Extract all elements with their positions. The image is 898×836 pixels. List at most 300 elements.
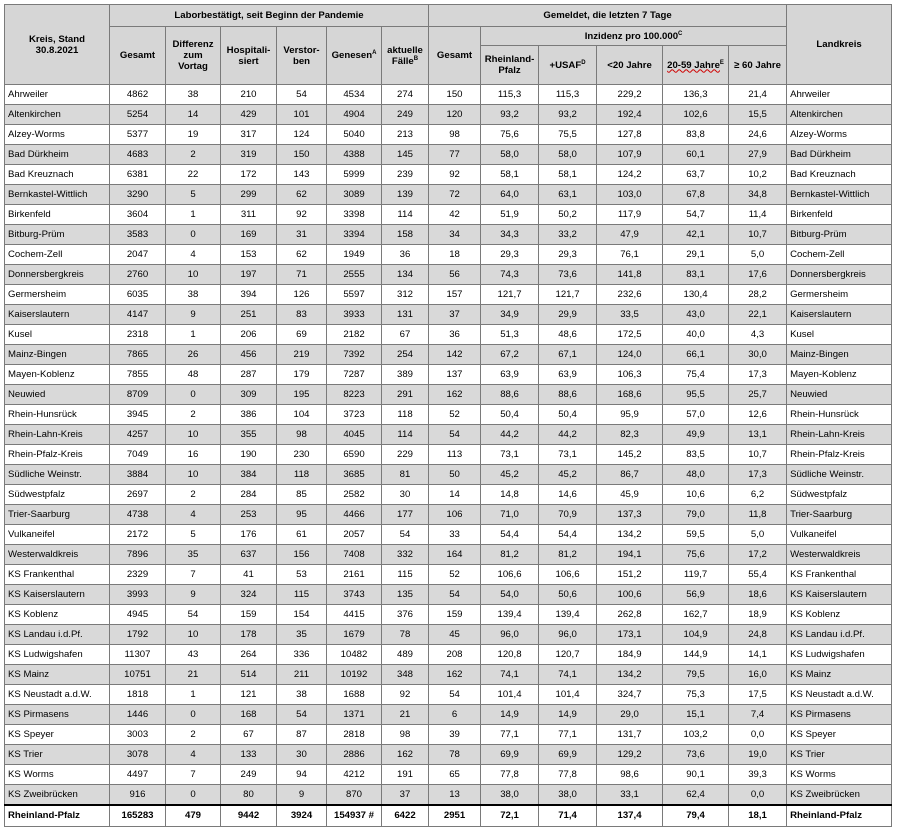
table-row [5,325,892,345]
cell-a60: 19,0 [729,745,787,765]
cell-g7: 164 [429,545,481,565]
cell-a2059: 95,5 [663,385,729,405]
cell-u20: 141,8 [597,265,663,285]
cell-a2059: 63,7 [663,165,729,185]
cell-aktuell: 254 [382,345,429,365]
header-usaf-sup: D [581,59,586,66]
cell-aktuell: 177 [382,505,429,525]
cell-diff: 2 [166,485,221,505]
cell-usaf: 74,1 [539,665,597,685]
cell-u20: 192,4 [597,105,663,125]
cell-usaf: 48,6 [539,325,597,345]
cell-a60: 11,4 [729,205,787,225]
cell-gesamt: 4683 [110,145,166,165]
cell-rlp: 34,9 [481,305,539,325]
cell-diff: 10 [166,265,221,285]
cell-gesamt: 3604 [110,205,166,225]
cell-genesen: 4904 [327,105,382,125]
total-aktuell: 6422 [382,805,429,827]
cell-verst: 54 [277,705,327,725]
cell-genesen: 7287 [327,365,382,385]
cell-g7: 208 [429,645,481,665]
cell-diff: 21 [166,665,221,685]
cell-a60: 10,7 [729,225,787,245]
cell-a2059: 48,0 [663,465,729,485]
cell-aktuell: 92 [382,685,429,705]
cell-diff: 2 [166,145,221,165]
cell-landkreis: KS Pirmasens [787,705,892,725]
cell-verst: 38 [277,685,327,705]
cell-u20: 151,2 [597,565,663,585]
cell-gesamt: 4862 [110,85,166,105]
cell-g7: 162 [429,385,481,405]
cell-aktuell: 229 [382,445,429,465]
cell-hosp: 172 [221,165,277,185]
cell-genesen: 4045 [327,425,382,445]
header-rheinland-pfalz: Rheinland-Pfalz [481,46,539,85]
cell-usaf: 106,6 [539,565,597,585]
header-landkreis: Landkreis [787,5,892,85]
cell-usaf: 50,6 [539,585,597,605]
cell-aktuell: 348 [382,665,429,685]
cell-hosp: 394 [221,285,277,305]
cell-a60: 10,7 [729,445,787,465]
cell-g7: 159 [429,605,481,625]
header-aktuelle [382,27,429,85]
cell-kreis: Germersheim [5,285,110,305]
cell-gesamt: 6381 [110,165,166,185]
header-kreis-stand: Kreis, Stand 30.8.2021 [5,5,110,85]
cell-rlp: 63,9 [481,365,539,385]
cell-kreis: Trier-Saarburg [5,505,110,525]
cell-kreis: KS Landau i.d.Pf. [5,625,110,645]
cell-landkreis: KS Koblenz [787,605,892,625]
cell-landkreis: KS Frankenthal [787,565,892,585]
cell-genesen: 3685 [327,465,382,485]
cell-verst: 62 [277,245,327,265]
cell-kreis: Südwestpfalz [5,485,110,505]
cell-diff: 22 [166,165,221,185]
cell-gesamt: 1446 [110,705,166,725]
cell-u20: 194,1 [597,545,663,565]
cell-aktuell: 118 [382,405,429,425]
cell-g7: 56 [429,265,481,285]
cell-diff: 7 [166,565,221,585]
cell-g7: 157 [429,285,481,305]
cell-gesamt: 2047 [110,245,166,265]
cell-hosp: 153 [221,245,277,265]
cell-usaf: 120,7 [539,645,597,665]
cell-a2059: 79,5 [663,665,729,685]
table-row [5,685,892,705]
cell-genesen: 2555 [327,265,382,285]
cell-usaf: 81,2 [539,545,597,565]
cell-aktuell: 158 [382,225,429,245]
cell-genesen: 5040 [327,125,382,145]
cell-aktuell: 37 [382,785,429,806]
header-genesen-label: Genesen [331,50,373,61]
cell-usaf: 29,3 [539,245,597,265]
cell-kreis: Neuwied [5,385,110,405]
cell-hosp: 311 [221,205,277,225]
table-row [5,765,892,785]
total-landkreis: Rheinland-Pfalz [787,805,892,827]
cell-g7: 18 [429,245,481,265]
cell-diff: 1 [166,205,221,225]
cell-hosp: 456 [221,345,277,365]
header-inzidenz-sup: C [678,30,683,37]
cell-diff: 0 [166,705,221,725]
cell-a60: 4,3 [729,325,787,345]
cell-genesen: 2582 [327,485,382,505]
cell-genesen: 1371 [327,705,382,725]
cell-diff: 14 [166,105,221,125]
cell-a60: 5,0 [729,245,787,265]
cell-landkreis: Ahrweiler [787,85,892,105]
cell-u20: 107,9 [597,145,663,165]
cell-rlp: 74,3 [481,265,539,285]
cell-usaf: 38,0 [539,785,597,806]
cell-a2059: 83,5 [663,445,729,465]
cell-hosp: 249 [221,765,277,785]
cell-g7: 37 [429,305,481,325]
cell-hosp: 197 [221,265,277,285]
cell-verst: 85 [277,485,327,505]
cell-diff: 10 [166,425,221,445]
cell-gesamt: 6035 [110,285,166,305]
cell-diff: 10 [166,465,221,485]
cell-aktuell: 81 [382,465,429,485]
cell-diff: 26 [166,345,221,365]
cell-a60: 12,6 [729,405,787,425]
cell-aktuell: 191 [382,765,429,785]
cell-usaf: 88,6 [539,385,597,405]
cell-a2059: 119,7 [663,565,729,585]
cell-a2059: 75,3 [663,685,729,705]
cell-kreis: Mayen-Koblenz [5,365,110,385]
cell-verst: 211 [277,665,327,685]
cell-a2059: 79,0 [663,505,729,525]
cell-hosp: 169 [221,225,277,245]
cell-diff: 9 [166,585,221,605]
cell-usaf: 44,2 [539,425,597,445]
cell-diff: 0 [166,385,221,405]
cell-rlp: 101,4 [481,685,539,705]
cell-genesen: 870 [327,785,382,806]
cell-rlp: 88,6 [481,385,539,405]
table-row [5,125,892,145]
cell-hosp: 319 [221,145,277,165]
cell-gesamt: 2760 [110,265,166,285]
cell-diff: 38 [166,85,221,105]
header-aktuelle-sup: B [413,55,419,62]
cell-verst: 61 [277,525,327,545]
cell-genesen: 4534 [327,85,382,105]
cell-genesen: 3743 [327,585,382,605]
cell-hosp: 80 [221,785,277,806]
cell-usaf: 93,2 [539,105,597,125]
cell-rlp: 77,1 [481,725,539,745]
cell-a2059: 66,1 [663,345,729,365]
cell-a2059: 49,9 [663,425,729,445]
cell-kreis: KS Mainz [5,665,110,685]
cell-u20: 229,2 [597,85,663,105]
cell-aktuell: 131 [382,305,429,325]
cell-rlp: 77,8 [481,765,539,785]
cell-u20: 129,2 [597,745,663,765]
cell-gesamt: 4945 [110,605,166,625]
total-u20: 137,4 [597,805,663,827]
cell-hosp: 514 [221,665,277,685]
table-row [5,585,892,605]
cell-diff: 48 [166,365,221,385]
cell-usaf: 14,6 [539,485,597,505]
cell-hosp: 251 [221,305,277,325]
cell-u20: 98,6 [597,765,663,785]
cell-u20: 172,5 [597,325,663,345]
cell-hosp: 429 [221,105,277,125]
cell-a60: 17,5 [729,685,787,705]
table-row [5,385,892,405]
cell-genesen: 2057 [327,525,382,545]
cell-genesen: 6590 [327,445,382,465]
cell-a2059: 136,3 [663,85,729,105]
cell-g7: 45 [429,625,481,645]
cell-aktuell: 332 [382,545,429,565]
cell-diff: 5 [166,185,221,205]
cell-aktuell: 239 [382,165,429,185]
cell-genesen: 3398 [327,205,382,225]
cell-a60: 10,2 [729,165,787,185]
cell-rlp: 106,6 [481,565,539,585]
cell-hosp: 324 [221,585,277,605]
cell-usaf: 77,1 [539,725,597,745]
cell-hosp: 299 [221,185,277,205]
cell-verst: 69 [277,325,327,345]
cell-g7: 113 [429,445,481,465]
cell-usaf: 101,4 [539,685,597,705]
cell-a2059: 40,0 [663,325,729,345]
table-header [5,5,892,85]
cell-rlp: 75,6 [481,125,539,145]
table-row [5,745,892,765]
cell-rlp: 54,4 [481,525,539,545]
cell-gesamt: 4147 [110,305,166,325]
cell-rlp: 50,4 [481,405,539,425]
cell-u20: 168,6 [597,385,663,405]
cell-landkreis: Altenkirchen [787,105,892,125]
cell-verst: 336 [277,645,327,665]
table-row [5,425,892,445]
cell-landkreis: Kusel [787,325,892,345]
cell-u20: 131,7 [597,725,663,745]
cell-verst: 31 [277,225,327,245]
header-hospitalisiert: Hospitali-siert [221,27,277,85]
cell-rlp: 81,2 [481,545,539,565]
cell-hosp: 168 [221,705,277,725]
cell-genesen: 4415 [327,605,382,625]
cell-diff: 16 [166,445,221,465]
cell-landkreis: KS Zweibrücken [787,785,892,806]
cell-a2059: 60,1 [663,145,729,165]
cell-g7: 72 [429,185,481,205]
cell-genesen: 2161 [327,565,382,585]
cell-usaf: 33,2 [539,225,597,245]
cell-usaf: 96,0 [539,625,597,645]
cell-gesamt: 4257 [110,425,166,445]
cell-diff: 7 [166,765,221,785]
cell-gesamt: 5254 [110,105,166,125]
cell-u20: 103,0 [597,185,663,205]
cell-kreis: KS Ludwigshafen [5,645,110,665]
cell-genesen: 1949 [327,245,382,265]
cell-g7: 33 [429,525,481,545]
cell-u20: 124,0 [597,345,663,365]
header-verstorben: Verstor-ben [277,27,327,85]
cell-a2059: 130,4 [663,285,729,305]
header-aktuelle-label: aktuelle Fälle [387,44,423,67]
cell-a2059: 56,9 [663,585,729,605]
cell-usaf: 54,4 [539,525,597,545]
cell-kreis: Rhein-Hunsrück [5,405,110,425]
cell-verst: 92 [277,205,327,225]
cell-diff: 2 [166,405,221,425]
covid-kreis-table [4,4,892,827]
cell-aktuell: 67 [382,325,429,345]
cell-verst: 143 [277,165,327,185]
cell-kreis: KS Speyer [5,725,110,745]
cell-gesamt: 3078 [110,745,166,765]
cell-verst: 115 [277,585,327,605]
total-2059: 79,4 [663,805,729,827]
table-row [5,725,892,745]
cell-landkreis: Bad Kreuznach [787,165,892,185]
cell-landkreis: KS Ludwigshafen [787,645,892,665]
cell-gesamt: 5377 [110,125,166,145]
cell-landkreis: KS Landau i.d.Pf. [787,625,892,645]
cell-kreis: KS Koblenz [5,605,110,625]
cell-usaf: 73,6 [539,265,597,285]
cell-hosp: 253 [221,505,277,525]
table-row [5,625,892,645]
header-genesen [327,27,382,85]
cell-genesen: 4212 [327,765,382,785]
table-row [5,185,892,205]
cell-kreis: KS Worms [5,765,110,785]
cell-hosp: 206 [221,325,277,345]
cell-rlp: 58,0 [481,145,539,165]
cell-verst: 71 [277,265,327,285]
cell-genesen: 4466 [327,505,382,525]
cell-landkreis: Germersheim [787,285,892,305]
cell-aktuell: 291 [382,385,429,405]
cell-a60: 17,3 [729,465,787,485]
cell-u20: 33,5 [597,305,663,325]
cell-verst: 219 [277,345,327,365]
cell-verst: 101 [277,105,327,125]
cell-kreis: KS Trier [5,745,110,765]
table-row [5,525,892,545]
cell-kreis: Bitburg-Prüm [5,225,110,245]
cell-usaf: 73,1 [539,445,597,465]
cell-hosp: 133 [221,745,277,765]
cell-verst: 35 [277,625,327,645]
header-20-59 [663,46,729,85]
cell-verst: 230 [277,445,327,465]
cell-aktuell: 376 [382,605,429,625]
cell-diff: 1 [166,325,221,345]
cell-u20: 76,1 [597,245,663,265]
cell-usaf: 77,8 [539,765,597,785]
cell-a60: 27,9 [729,145,787,165]
cell-gesamt: 7896 [110,545,166,565]
cell-kreis: Cochem-Zell [5,245,110,265]
cell-diff: 19 [166,125,221,145]
cell-u20: 134,2 [597,665,663,685]
header-labor-group: Laborbestätigt, seit Beginn der Pandemie [110,5,429,27]
cell-a2059: 29,1 [663,245,729,265]
cell-diff: 43 [166,645,221,665]
cell-a2059: 43,0 [663,305,729,325]
cell-hosp: 355 [221,425,277,445]
cell-g7: 78 [429,745,481,765]
cell-diff: 0 [166,785,221,806]
cell-diff: 10 [166,625,221,645]
header-gesamt: Gesamt [110,27,166,85]
cell-kreis: Bernkastel-Wittlich [5,185,110,205]
cell-u20: 95,9 [597,405,663,425]
cell-a2059: 57,0 [663,405,729,425]
cell-g7: 106 [429,505,481,525]
cell-verst: 104 [277,405,327,425]
cell-aktuell: 213 [382,125,429,145]
cell-g7: 52 [429,405,481,425]
cell-kreis: KS Frankenthal [5,565,110,585]
cell-gesamt: 3003 [110,725,166,745]
cell-g7: 120 [429,105,481,125]
header-20-59-label: 20-59 Jahre [667,59,720,71]
cell-verst: 62 [277,185,327,205]
cell-hosp: 41 [221,565,277,585]
cell-diff: 1 [166,685,221,705]
cell-gesamt: 7049 [110,445,166,465]
total-g7: 2951 [429,805,481,827]
cell-kreis: Ahrweiler [5,85,110,105]
cell-rlp: 64,0 [481,185,539,205]
cell-usaf: 121,7 [539,285,597,305]
cell-a60: 24,8 [729,625,787,645]
cell-hosp: 287 [221,365,277,385]
cell-kreis: Bad Dürkheim [5,145,110,165]
cell-verst: 154 [277,605,327,625]
cell-a60: 15,5 [729,105,787,125]
table-row [5,445,892,465]
cell-hosp: 637 [221,545,277,565]
cell-a60: 28,2 [729,285,787,305]
cell-verst: 124 [277,125,327,145]
cell-hosp: 386 [221,405,277,425]
cell-kreis: Donnersbergkreis [5,265,110,285]
cell-u20: 184,9 [597,645,663,665]
cell-aktuell: 36 [382,245,429,265]
cell-u20: 134,2 [597,525,663,545]
cell-gesamt: 916 [110,785,166,806]
cell-diff: 2 [166,725,221,745]
cell-a60: 6,2 [729,485,787,505]
cell-kreis: Südliche Weinstr. [5,465,110,485]
cell-rlp: 74,1 [481,665,539,685]
cell-g7: 150 [429,85,481,105]
